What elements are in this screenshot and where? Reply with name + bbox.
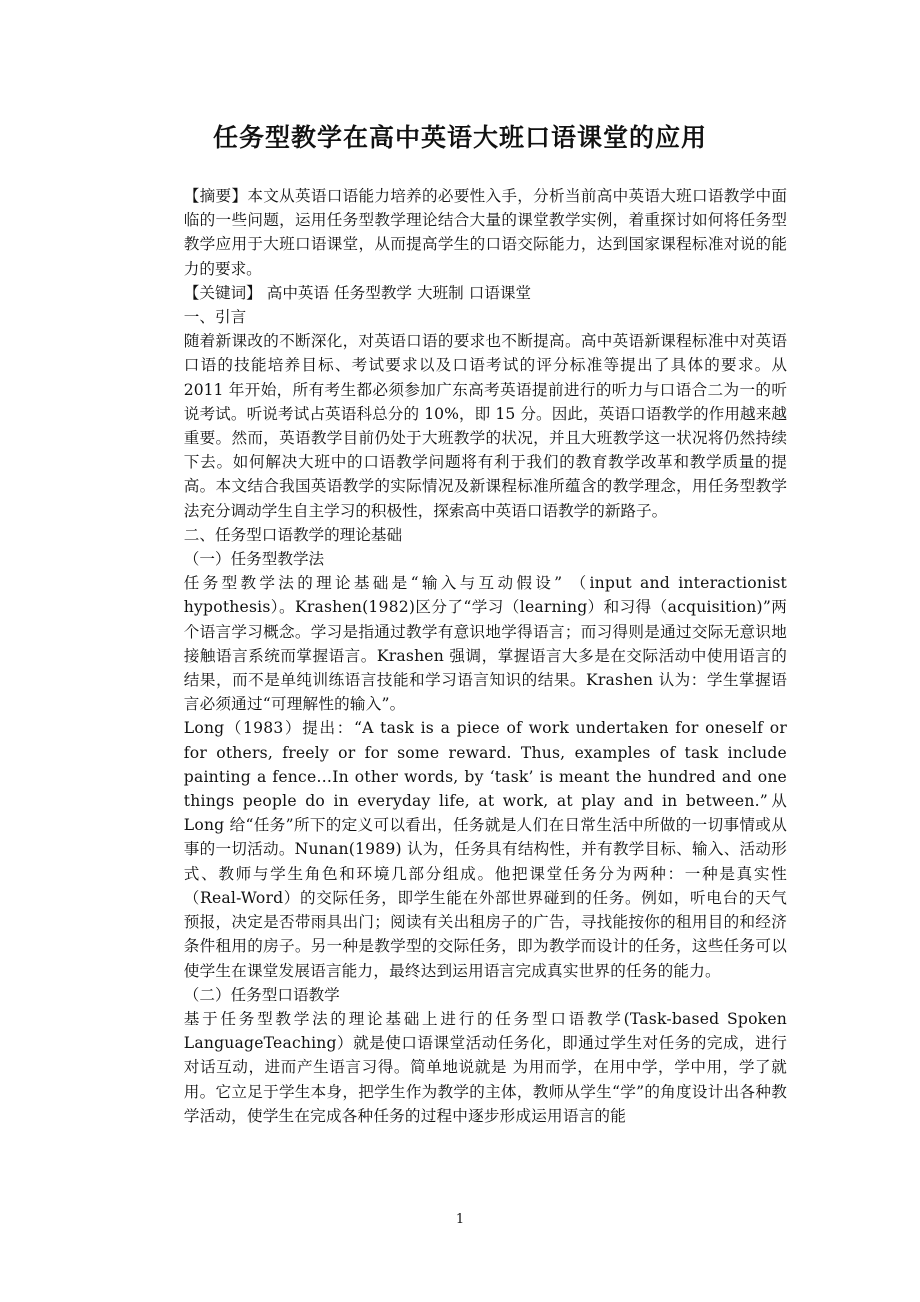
task-method-paragraph-1: 任务型教学法的理论基础是“输入与互动假设” （input and interactionist hypothesis）。Krashen(1982)区分了“学习（learning）和习得（acquisition)”两个语言学习概念。学习是指通过教学有意识地学得语言；而习得则是通过交际无意识地接触语言系统而掌握语言。Krashen 强调，掌握语言大多是在交际活动中使用语言的结果，而不是单纯训练语言技能和学习语言知识的结果。Krashen 认为：学生掌握语言必须通过“可理解性的输入”。 xyxy=(183,574,787,714)
section-heading-theory: 二、任务型口语教学的理论基础 xyxy=(183,525,403,544)
keywords-line: 【关键词】 高中英语 任务型教学 大班制 口语课堂 xyxy=(183,283,532,302)
intro-paragraph: 随着新课改的不断深化，对英语口语的要求也不断提高。高中英语新课程标准中对英语口语的技能培养目标、考试要求以及口语考试的评分标准等提出了具体的要求。从 2011 年开始，所有考生都必须参加广东高考英语提前进行的听力与口语合二为一的听说考试。听说考试占英语科总分的 10%，即 15 分。因此，英语口语教学的作用越来越重要。然而，英语教学目前仍处于大班教学的状况，并且大班教学这一状况将仍然持续下去。如何解决大班中的口语教学问题将有利于我们的教育教学改革和教学质量的提高。本文结合我国英语教学的实际情况及新课程标准所蕴含的教学理念，用任务型教学法充分调动学生自主学习的积极性，探索高中英语口语教学的新路子。 xyxy=(183,332,787,520)
subsection-heading-spoken-teaching: （二）任务型口语教学 xyxy=(183,985,340,1004)
subsection-heading-task-method: （一）任务型教学法 xyxy=(183,550,325,569)
page-number: 1 xyxy=(455,1212,465,1227)
document-title: 任务型教学在高中英语大班口语课堂的应用 xyxy=(212,123,707,152)
section-heading-intro: 一、引言 xyxy=(183,308,247,327)
spoken-teaching-paragraph: 基于任务型教学法的理论基础上进行的任务型口语教学(Task-based Spoken LanguageTeaching）就是使口语课堂活动任务化，即通过学生对任务的完成，进行对话互动，进而产生语言习得。简单地说就是 为用而学，在用中学，学中用，学了就用。它立足于学生本身，把学生作为教学的主体，教师从学生“学”的角度设计出各种教学活动，使学生在完成各种任务的过程中逐步形成运用语言的能 xyxy=(183,1009,787,1125)
abstract-paragraph: 【摘要】本文从英语口语能力培养的必要性入手，分析当前高中英语大班口语教学中面临的一些问题，运用任务型教学理论结合大量的课堂教学实例，着重探讨如何将任务型教学应用于大班口语课堂，从而提高学生的口语交际能力，达到国家课程标准对说的能力的要求。 xyxy=(183,187,787,278)
document-body xyxy=(137,184,787,1128)
task-method-paragraph-2: Long（1983）提出：“A task is a piece of work undertaken for oneself or for others, freely or for some reward. Thus, examples of task include painting a fence…In other words, by ‘task’ is meant the hundred and one things people do in everyday life, at work, at play and in between.”从 Long 给“任务”所下的定义可以看出，任务就是人们在日常生活中所做的一切事情或从事的一切活动。Nunan(1989) 认为，任务具有结构性，并有教学目标、输入、活动形式、教师与学生角色和环境几部分组成。他把课堂任务分为两种：一种是真实性（Real-Word）的交际任务，即学生能在外部世界碰到的任务。例如，听电台的天气预报，决定是否带雨具出门；阅读有关出租房子的广告，寻找能按你的租用目的和经济条件租用的房子。另一种是教学型的交际任务，即为教学而设计的任务，这些任务可以使学生在课堂发展语言能力，最终达到运用语言完成真实世界的任务的能力。 xyxy=(183,719,787,980)
